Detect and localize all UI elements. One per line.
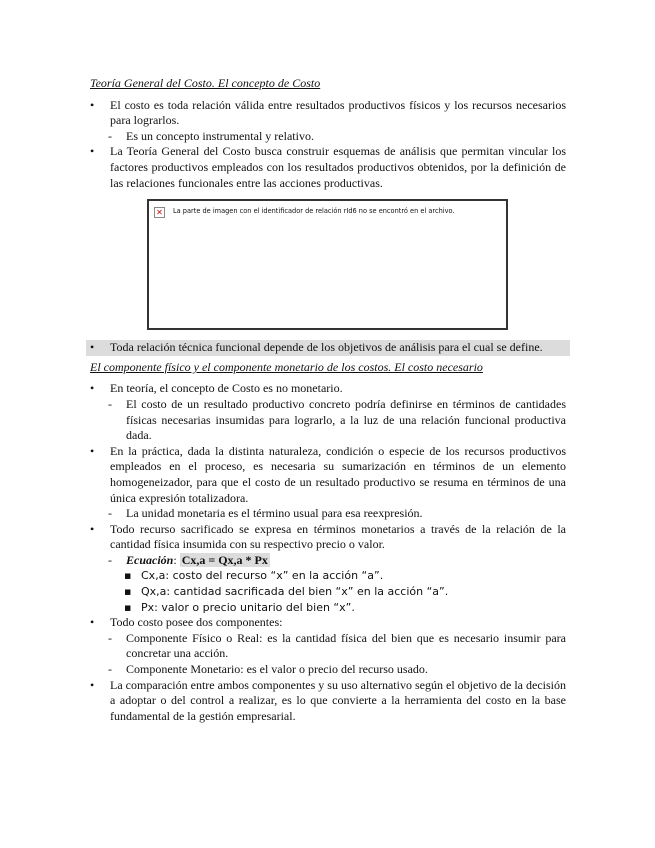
equation-label: Ecuación (126, 552, 174, 567)
bullet-en-la-practica: • En la práctica, dada la distinta naturaleza, condición o especie de los recursos productivos empleados en el proceso, es necesaria su sumarización en términos de un elemento homogeneizador, para que el costo de un resultado productivo se resuma en términos de una única expresión totalizadora. (90, 444, 566, 506)
dash-componente-fisico: - Componente Físico o Real: es la cantidad física del bien que es necesario insumir para concretar una acción. (90, 631, 566, 662)
bullet-recurso-sacrificado: • Todo recurso sacrificado se expresa en términos monetarios a través de la relación de la cantidad física insumida con su respectivo precio o valor. (90, 522, 566, 553)
section-title-teoria-general: Teoría General del Costo. El concepto de Costo (90, 76, 321, 90)
equation-colon: : (173, 552, 177, 567)
bullet-comparacion-componentes: • La comparación entre ambos componentes y su uso alternativo según el objetivo de la decisión a adoptar o del control a realizar, es lo que convierte a la herramienta del costo en la base fundamental de la gestión empresarial. (90, 678, 566, 725)
section-title-componente-fisico: El componente físico y el componente monetario de los costos. El costo necesario (90, 359, 483, 374)
broken-image-icon: ✕ (154, 207, 165, 218)
bullet-concepto-no-monetario: • En teoría, el concepto de Costo es no monetario. (90, 381, 566, 397)
bullet-relacion-tecnica: • Toda relación técnica funcional depende de los objetivos de análisis para el cual se define. (86, 340, 570, 356)
square-bullet-qxa: ▪ Qx,a: cantidad sacrificada del bien “x” en la acción “a”. (90, 584, 566, 600)
dash-ecuacion (90, 553, 566, 569)
dash-concepto-instrumental: - Es un concepto instrumental y relativo. (90, 129, 566, 145)
bullet-dos-componentes: • Todo costo posee dos componentes: (90, 615, 566, 631)
square-bullet-cxa: ▪ Cx,a: costo del recurso “x” en la acción “a”. (90, 568, 566, 584)
missing-image-message: La parte de imagen con el identificador de relación rId6 no se encontró en el archivo. (173, 207, 455, 216)
bullet-costo-definicion: • El costo es toda relación válida entre resultados productivos físicos y los recursos necesarios para lograrlos. (90, 98, 566, 129)
dash-unidad-monetaria: - La unidad monetaria es el término usual para esa reexpresión. (90, 506, 566, 522)
square-bullet-px: ▪ Px: valor o precio unitario del bien “x”. (90, 600, 566, 616)
document-body (90, 76, 566, 724)
dash-componente-monetario: - Componente Monetario: es el valor o precio del recurso usado. (90, 662, 566, 678)
dash-costo-cantidades-fisicas: - El costo de un resultado productivo concreto podría definirse en términos de cantidades físicas necesarias insumidas para lograrlo, a la luz de una relación funcional productiva dada. (90, 397, 566, 444)
missing-image-placeholder (147, 199, 508, 330)
bullet-teoria-general: • La Teoría General del Costo busca construir esquemas de análisis que permitan vincular los factores productivos empleados con los resultados productivos obtenidos, por la definición de las relaciones funcionales entre las acciones productivas. (90, 144, 566, 191)
equation-formula: Cx,a = Qx,a * Px (181, 552, 268, 567)
